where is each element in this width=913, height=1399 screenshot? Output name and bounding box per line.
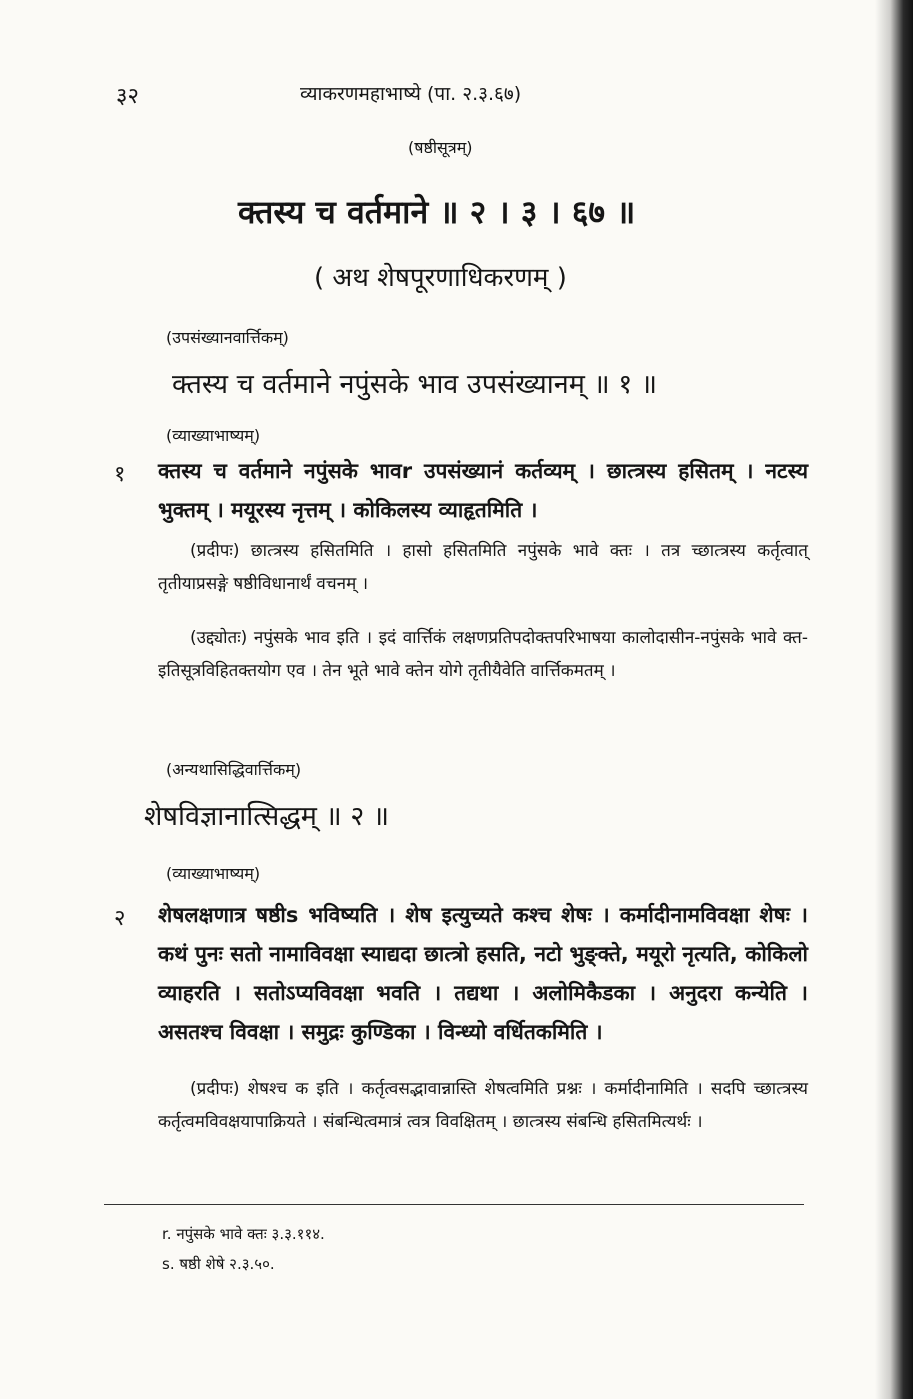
- vartika-1: क्तस्य च वर्तमाने नपुंसके भाव उपसंख्यानम् ॥ १ ॥: [172, 369, 657, 400]
- sutra-heading: क्तस्य च वर्तमाने ॥ २ । ३ । ६७ ॥: [238, 193, 636, 231]
- paragraph-number-2: २: [114, 906, 126, 931]
- paragraph-number-1: १: [114, 462, 126, 487]
- bhashya-text-1: क्तस्य च वर्तमाने नपुंसके भावr उपसंख्यानं कर्तव्यम् । छात्त्रस्य हसितम् । नटस्य भुक्तम् । मयूरस्य नृत्तम् । कोकिलस्य व्याहृतमिति ।: [158, 459, 808, 522]
- pradipa-commentary-2: (प्रदीपः) शेषश्च क इति । कर्तृत्वसद्भावान्नास्ति शेषत्वमिति प्रश्नः । कर्मादीनामिति । सदपि च्छात्त्रस्य कर्तृत्वमविवक्षयापाक्रियते । संबन्धित्वमात्रं त्वत्र विवक्षितम् । छात्त्रस्य संबन्धि हसितमित्यर्थः ।: [158, 1079, 808, 1132]
- pradipa-commentary-1: (प्रदीपः) छात्त्रस्य हसितमिति । हासो हसितमिति नपुंसके भावे क्तः । तत्र च्छात्त्रस्य कर्तृत्वात् तृतीयाप्रसङ्गे षष्ठीविधानार्थं वचनम् ।: [158, 541, 808, 594]
- label-vyakhya-bhashya-2: (व्याख्याभाष्यम्): [166, 864, 261, 883]
- uddyota-commentary-1: (उद्द्योतः) नपुंसके भाव इति । इदं वार्त्तिकं लक्षणप्रतिपदोक्तपरिभाषया कालोदासीन-नपुंसके भावे क्त-इतिसूत्रविहितक्तयोग एव । तेन भूते भावे क्तेन योगे तृतीयैवेति वार्त्तिकमतम् ।: [158, 628, 808, 681]
- footnote-2: s. षष्ठी शेषे २.३.५०.: [162, 1255, 275, 1273]
- label-vyakhya-bhashya-1: (व्याख्याभाष्यम्): [166, 426, 261, 445]
- page-number: ३२: [116, 84, 139, 109]
- footnote-1: r. नपुंसके भावे क्तः ३.३.११४.: [162, 1225, 325, 1243]
- label-upasankhyana-vartika: (उपसंख्यानवार्त्तिकम्): [166, 328, 289, 347]
- section-label-shashthi-sutra: (षष्ठीसूत्रम्): [408, 138, 473, 157]
- page-edge-shadow: [875, 0, 913, 1399]
- footnote-divider: [104, 1204, 804, 1205]
- adhikarana-heading: ( अथ शेषपूरणाधिकरणम् ): [314, 263, 567, 293]
- bhashya-text-2: शेषलक्षणात्र षष्ठीs भविष्यति । शेष इत्युच्यते कश्च शेषः । कर्मादीनामविवक्षा शेषः । कथं पुनः सतो नामाविवक्षा स्याद्यदा छात्त्रो हसति, नटो भुङ्क्ते, मयूरो नृत्यति, कोकिलो व्याहरति । सतोऽप्यविवक्षा भवति । तद्यथा । अलोमिकैडका । अनुदरा कन्येति । असतश्च विवक्षा । समुद्रः कुण्डिका । विन्ध्यो वर्धितकमिति ।: [158, 903, 808, 1044]
- vartika-2: शेषविज्ञानात्सिद्धम् ॥ २ ॥: [144, 801, 390, 832]
- label-anyathasiddhi-vartika: (अन्यथासिद्धिवार्त्तिकम्): [166, 760, 302, 779]
- running-head: व्याकरणमहाभाष्ये (पा. २.३.६७): [300, 83, 522, 105]
